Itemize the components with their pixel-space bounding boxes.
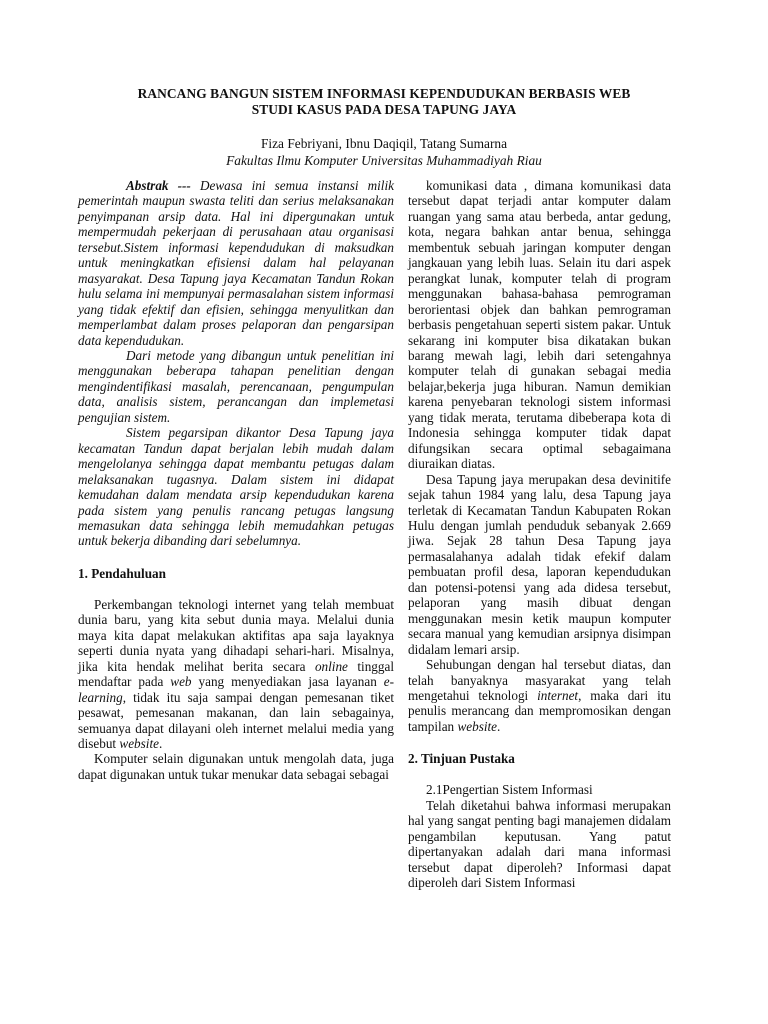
section-1-paragraph-4: Desa Tapung jaya merupakan desa devinitife sejak tahun 1984 yang lalu, desa Tapung jaya terletak di Kecamatan Tandun Kabupaten Rokan Hulu dengan jumlah penduduk sebanyak 2.669 jiwa. Sejak 28 tahun Desa Tapung jaya permasalahanya adalah tidak efekif dalam pembuatan profil desa, laporan kependudukan dan potensi-potensi yang ada didesa tersebut, pelaporan yang masih dibuat dengan menggunakan mesin ketik maupun komputer secara manual yang kemudian arsipnya disimpan didalam lemari arsip. (408, 471, 671, 657)
paper-title (0, 86, 768, 118)
title-line-2: STUDI KASUS PADA DESA TAPUNG JAYA (251, 102, 517, 117)
section-1-paragraph-1: Perkembangan teknologi internet yang telah membuat dunia baru, yang kita sebut dunia maya. Melalui dunia maya kita dapat melakukan aktifitas apa saja layaknya seperti dunia nyata yang dihadapi sehari-hari. Misalnya, jika kita hendak melihat berita secara online tinggal mendaftar pada web yang menyediakan jasa layanan e-learning, tidak itu saja sampai dengan pemesanan tiket pesawat, pemesanan makanan, dan lain sebagainya, semuanya dapat dilayani oleh internet melalui media yang disebut website. (78, 596, 395, 751)
section-2-1-subheading: 2.1Pengertian Sistem Informasi (426, 782, 593, 798)
affiliation: Fakultas Ilmu Komputer Universitas Muhammadiyah Riau (226, 153, 542, 168)
right-column (408, 178, 671, 890)
section-1-paragraph-2: Komputer selain digunakan untuk mengolah data, juga dapat digunakan untuk tukar menukar data sebagai sebagai (78, 751, 394, 782)
section-1-paragraph-5: Sehubungan dengan hal tersebut diatas, dan telah banyaknya masyarakat yang telah mengetahui teknologi internet, maka dari itu penulis merancang dan mempromosikan dengan tampilan website. (408, 657, 671, 734)
abstract-paragraph-2: Dari metode yang dibangun untuk penelitian ini menggunakan beberapa tahapan penelitian dengan mengindentifikasi masalah, perencanaan, pengumpulan data, analisis sistem, perancangan dan implemetasi pengujian sistem. (78, 347, 394, 425)
abstract-paragraph-3: Sistem pegarsipan dikantor Desa Tapung jaya kecamatan Tandun dapat berjalan lebih mudah dalam mengelolanya sehingga dapat membantu petugas dalam melaksanakan tugasnya. Dalam sistem ini didapat kemudahan dalam mendata arsip kependudukan karena pada sistem yang penulis rancang petugas langsung memasukan data sehingga lebih memudahkan petugas untuk bekerja dibanding dari sebelumnya. (78, 425, 394, 549)
section-1-heading: 1. Pendahuluan (78, 565, 166, 581)
author-names: Fiza Febriyani, Ibnu Daqiqil, Tatang Sumarna (260, 136, 508, 151)
section-2-paragraph-1: Telah diketahui bahwa informasi merupakan hal yang sangat penting bagi manajemen didalam pengambilan keputusan. Yang patut dipertanyakan adalah dari mana informasi tersebut dapat diperoleh? Informasi dapat diperoleh dari Sistem Informasi (408, 797, 671, 891)
abstract-label: Abstrak --- (126, 178, 191, 193)
abstract (78, 178, 394, 549)
abstract-paragraph-1 (78, 178, 394, 348)
left-column (78, 178, 394, 782)
title-line-1: RANCANG BANGUN SISTEM INFORMASI KEPENDUDUKAN BERBASIS WEB (137, 86, 631, 101)
section-1-paragraph-3: komunikasi data , dimana komunikasi data tersebut dapat terjadi antar komputer dalam ruangan yang sama atau berbeda, antar gedung, kota, negara bahkan antar benua, sehingga membentuk sebuah jaringan komputer dengan jangkauan yang lebih luas. Selain itu dari aspek perangkat lunak, komputer telah di program menggunakan bahasa-bahasa pemrograman berorientasi objek dan bahkan pemrograman berbasis pengetahuan seperti sistem pakar. Untuk sekarang ini komputer bisa dikatakan bukan barang mewah lagi, lebih dari setengahnya komputer telah di gunakan sebagai media belajar,bekerja juga hiburan. Namun demikian karena penyebaran teknologi sistem informasi yang tidak merata, terutama dibeberapa kota di Indonesia sehingga komputer tidak dapat difungsikan secara optimal sebagaimana diuraikan diatas. (408, 178, 671, 472)
author-block (0, 135, 768, 169)
abstract-text-1: Dewasa ini semua instansi milik pemerintah maupun swasta teliti dan serius melaksanakan penyimpanan arsip data. Hal ini dipergunakan untuk mempermudah pekerjaan di perusahaan atau organisasi tersebut.Sistem informasi kependudukan di maksudkan untuk meningkatkan efisiensi dalam hal pelayanan masyarakat. Desa Tapung jaya Kecamatan Tandun Rokan hulu selama ini mempunyai permasalahan sistem informasi yang tidak efektif dan efisien, sehingga menyulitkan dan memperlambat dalam proses pelaporan dan pengarsipan data kependudukan. (78, 178, 394, 348)
section-2-heading: 2. Tinjuan Pustaka (408, 751, 515, 767)
